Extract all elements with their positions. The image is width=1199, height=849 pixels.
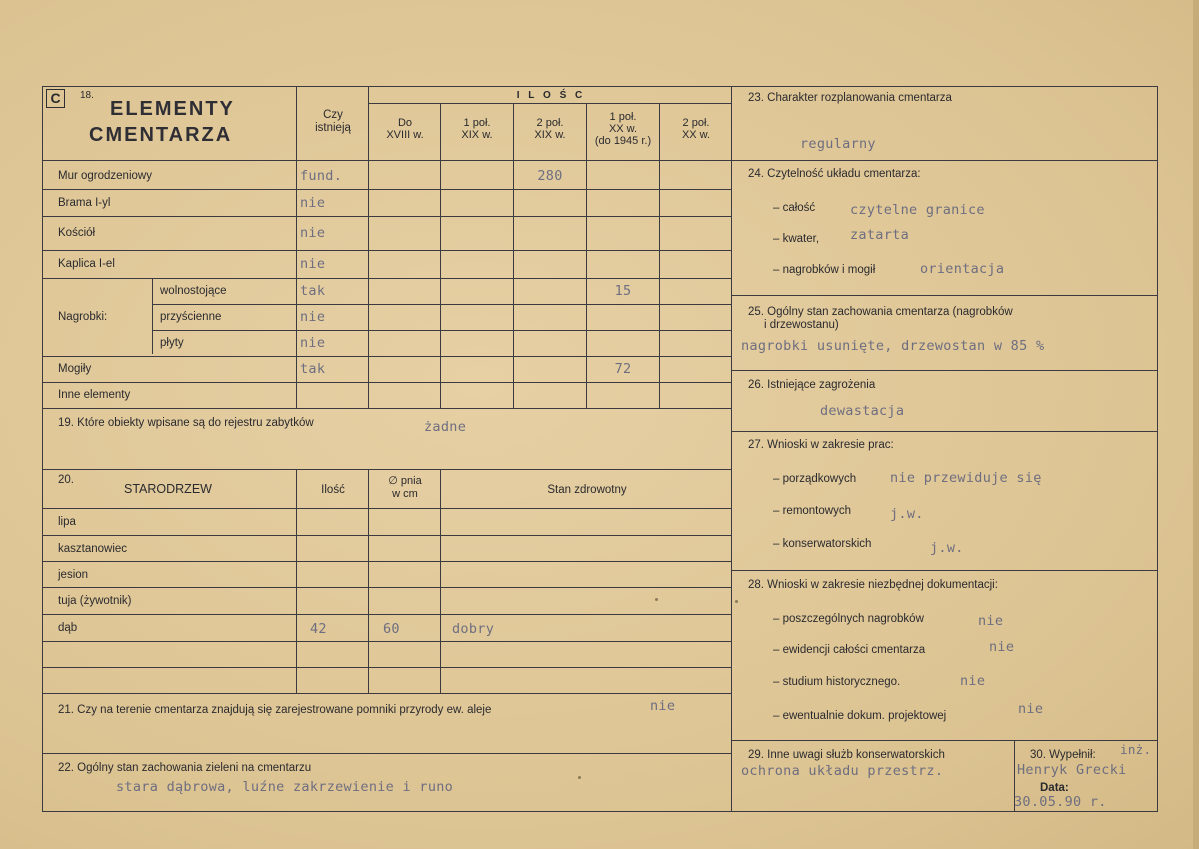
s24-item-label: – całość [773, 202, 816, 214]
tree-species: kasztanowiec [58, 543, 128, 555]
rule [42, 667, 732, 668]
rule [296, 469, 297, 693]
rule [42, 250, 732, 251]
row-label: płyty [160, 337, 184, 349]
form-code-box: C [46, 89, 65, 108]
s24-label: 24. Czytelność układu cmentarza: [748, 168, 921, 180]
rule [42, 189, 732, 190]
s23-value: regularny [800, 136, 876, 152]
rule [42, 216, 732, 217]
s22-value: stara dąbrowa, luźne zakrzewienie i runo [116, 779, 454, 795]
row-exists-value: nie [300, 194, 326, 211]
row-exists-value: tak [300, 361, 326, 377]
rule [42, 382, 732, 383]
rule [152, 304, 732, 305]
s20-title: STARODRZEW [124, 482, 212, 496]
nagrobki-group-label: Nagrobki: [58, 311, 108, 323]
s20-col-diam: ∅ pnia w cm [388, 475, 422, 500]
s28-item-value: nie [978, 613, 1004, 629]
rule [440, 103, 441, 408]
row-period-value: 280 [537, 167, 563, 184]
s18-title-line2: CMENTARZA [89, 124, 233, 146]
s18-title-line1: ELEMENTY [110, 98, 235, 120]
s29-label: 29. Inne uwagi służb konserwatorskich [748, 749, 945, 761]
rule [42, 561, 732, 562]
tree-species: jesion [58, 569, 89, 581]
s26-value: dewastacja [820, 403, 905, 419]
rule [731, 740, 1158, 741]
period-column-header: 2 poł. XIX w. [534, 117, 566, 141]
tree-qty: 42 [310, 621, 327, 637]
tree-diam: 60 [383, 621, 400, 637]
rule [586, 103, 587, 408]
s25-label: 25. Ogólny stan zachowania cmentarza (nagrobków i drzewostanu) [748, 306, 1013, 331]
rule [42, 587, 732, 588]
col-exists-header: Czy istnieją [315, 109, 351, 134]
row-exists-value: nie [300, 256, 326, 272]
s28-item-value: nie [1018, 701, 1044, 717]
rule [42, 614, 732, 615]
rule [42, 508, 732, 509]
rule [152, 278, 153, 354]
rule [42, 469, 732, 470]
period-column-header: Do XVIII w. [386, 117, 424, 141]
rule [42, 160, 732, 161]
rule [731, 160, 1158, 161]
row-label: Kaplica I-el [58, 258, 115, 270]
s28-item-label: – poszczególnych nagrobków [773, 613, 924, 625]
s28-item-label: – ewidencji całości cmentarza [773, 644, 926, 656]
rule [731, 431, 1158, 432]
s27-item-label: – konserwatorskich [773, 538, 872, 550]
row-period-value: 15 [614, 283, 632, 299]
row-exists-value: nie [300, 309, 326, 325]
tree-species: dąb [58, 622, 78, 634]
rule [42, 753, 732, 754]
rule [42, 278, 732, 279]
paper-edge [1193, 0, 1199, 849]
s28-item-value: nie [989, 639, 1015, 655]
s30-date-value: 30.05.90 r. [1014, 794, 1107, 810]
period-column-header: 1 poł. XIX w. [461, 117, 493, 141]
rule [1157, 86, 1158, 812]
rule [731, 86, 732, 812]
paper-speck [655, 598, 658, 601]
s24-item-value: zatarta [850, 227, 909, 243]
s27-item-label: – porządkowych [773, 473, 857, 485]
paper-speck [578, 776, 581, 779]
s18-number: 18. [80, 90, 94, 101]
s20-col-health: Stan zdrowotny [547, 484, 627, 496]
s28-label: 28. Wnioski w zakresie niezbędnej dokumentacji: [748, 579, 998, 591]
rule [42, 86, 732, 87]
tree-species: tuja (żywotnik) [58, 595, 132, 607]
rule [368, 103, 732, 104]
s28-item-label: – ewentualnie dokum. projektowej [773, 710, 947, 722]
rule [513, 103, 514, 408]
s25-value: nagrobki usunięte, drzewostan w 85 % [741, 338, 1045, 354]
row-exists-value: fund. [300, 167, 343, 184]
rule [152, 330, 732, 331]
s27-item-label: – remontowych [773, 505, 851, 517]
tree-species: lipa [58, 516, 76, 528]
row-label: Inne elementy [58, 389, 131, 401]
rule [42, 408, 732, 409]
rule [296, 86, 297, 408]
s24-item-label: – kwater, [773, 233, 820, 245]
s30-date-label: Data: [1040, 782, 1069, 794]
s20-number: 20. [58, 474, 74, 486]
s26-label: 26. Istniejące zagrożenia [748, 379, 876, 391]
row-label: wolnostojące [160, 285, 227, 297]
s27-item-value: j.w. [890, 506, 924, 522]
s24-item-label: – nagrobków i mogił [773, 264, 876, 276]
row-label: Kościół [58, 227, 96, 239]
row-label: Mur ogrodzeniowy [58, 169, 152, 182]
row-exists-value: tak [300, 283, 326, 299]
rule [42, 535, 732, 536]
rule [440, 469, 441, 693]
row-label: Brama I-yl [58, 196, 111, 209]
s27-item-value: j.w. [930, 540, 964, 556]
rule [42, 693, 732, 694]
s22-label: 22. Ogólny stan zachowania zieleni na cmentarzu [58, 762, 312, 774]
rule [731, 295, 1158, 296]
s29-value: ochrona układu przestrz. [741, 763, 944, 779]
s30-name: Henryk Grecki [1017, 762, 1127, 778]
period-column-header: 1 poł. XX w. (do 1945 r.) [594, 111, 652, 147]
s21-label: 21. Czy na terenie cmentarza znajdują się zarejestrowane pomniki przyrody ew. aleje [58, 704, 492, 716]
s24-item-value: czytelne granice [850, 202, 985, 218]
period-column-header: 2 poł. XX w. [681, 117, 711, 141]
col-ilosc-header: I L O Ś C [516, 90, 586, 101]
s28-item-value: nie [960, 673, 986, 689]
s27-label: 27. Wnioski w zakresie prac: [748, 439, 894, 451]
rule [42, 641, 732, 642]
s19-label: 19. Które obiekty wpisane są do rejestru zabytków [58, 417, 314, 429]
row-label: przyścienne [160, 311, 222, 323]
s28-item-label: – studium historycznego. [773, 676, 901, 688]
row-label: Mogiły [58, 363, 92, 375]
s19-value: żadne [424, 419, 467, 435]
s30-title: inż. [1120, 742, 1152, 757]
rule [42, 356, 732, 357]
rule [368, 86, 369, 408]
tree-health: dobry [452, 621, 495, 637]
rule [659, 103, 660, 408]
rule [42, 86, 43, 812]
rule [731, 370, 1158, 371]
rule [42, 811, 1158, 812]
row-exists-value: nie [300, 225, 326, 241]
rule [731, 570, 1158, 571]
rule [368, 469, 369, 693]
s24-item-value: orientacja [920, 261, 1005, 277]
s27-item-value: nie przewiduje się [890, 470, 1042, 486]
s20-col-qty: Ilość [321, 484, 345, 496]
row-period-value: 72 [614, 361, 632, 377]
s30-label: 30. Wypełnił: [1030, 749, 1096, 761]
s21-value: nie [650, 698, 676, 714]
paper-speck [735, 600, 738, 603]
row-exists-value: nie [300, 335, 326, 351]
s23-label: 23. Charakter rozplanowania cmentarza [748, 92, 952, 104]
rule [731, 86, 1158, 87]
